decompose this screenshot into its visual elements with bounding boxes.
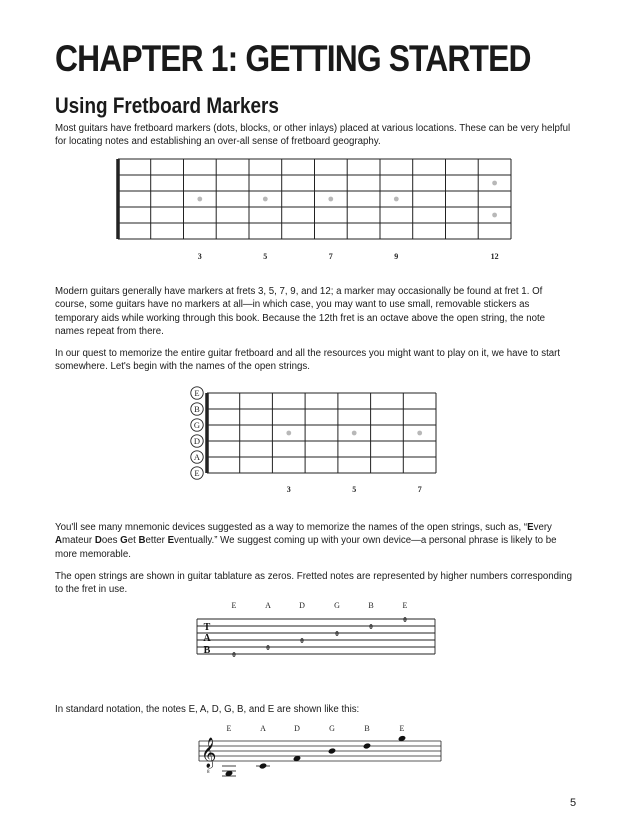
notation-note-name: E <box>399 724 405 733</box>
paragraph-markers-intro: Most guitars have fretboard markers (dots, blocks, or other inlays) placed at various locations. These can be very helpful for locating notes and establishing an over-all sense of fretboard geography. <box>55 123 571 148</box>
mnemonic-word: oes <box>101 535 121 547</box>
open-string-name: D <box>193 436 201 446</box>
note-head <box>328 747 336 754</box>
fret-marker-dot <box>492 181 497 186</box>
tab-staff-lines <box>197 619 435 654</box>
tab-clef-letter: A <box>203 633 211 644</box>
open-string-name-circles <box>191 387 203 479</box>
open-string-name: E <box>194 468 200 478</box>
fret-number-label: 3 <box>286 485 291 494</box>
fret-marker-dot <box>286 431 291 436</box>
note-head <box>363 742 371 749</box>
fret-marker-dot <box>492 213 497 218</box>
fretboard-diagram-12-frets <box>112 158 516 266</box>
mnemonic-intro: You'll see many mnemonic devices suggested as a way to memorize the names of the open strings, such as, <box>55 522 522 533</box>
mnemonic-word: etter <box>145 535 168 547</box>
fretboard-grid <box>207 393 436 473</box>
octave-marker: 8 <box>207 770 210 775</box>
open-string-name: B <box>194 404 200 414</box>
tab-fret-number: 0 <box>300 637 304 645</box>
fret-number-label: 7 <box>417 485 422 494</box>
tab-clef-letter: B <box>203 645 211 656</box>
mnemonic-word: mateur <box>62 535 95 547</box>
tab-fret-number: 0 <box>266 644 270 652</box>
fret-number-label: 3 <box>197 252 202 261</box>
tab-fret-number: 0 <box>232 651 236 659</box>
paragraph-marker-frets: Modern guitars generally have markers at frets 3, 5, 7, 9, and 12; a marker may occasionally be found at fret 1. Of course, some guitars have no markers at all—in which case, you may want to use small, removable stickers as temporary aids while working through this book. Because the 12th fret is an octave above the open string, the note names repeat from there. <box>55 286 546 338</box>
paragraph-open-strings-intro: In our quest to memorize the entire guitar fretboard and all the resources you might want to play on it, we have to start somewhere. Let's begin with the names of the open strings. <box>55 348 561 373</box>
fret-marker-dot <box>417 431 422 436</box>
open-string-name: E <box>194 388 200 398</box>
tab-note-name: G <box>334 601 340 610</box>
treble-clef-icon: 𝄞 <box>201 738 217 767</box>
notation-note-name: A <box>260 724 266 733</box>
notation-note-name: E <box>226 724 232 733</box>
note-head <box>259 762 267 769</box>
mnemonic-initial: B <box>138 535 146 547</box>
open-string-name: A <box>193 452 201 462</box>
notation-note-name: B <box>364 724 370 733</box>
fret-number-label: 5 <box>263 252 268 261</box>
paragraph-standard-notation: In standard notation, the notes E, A, D, G, B, and E are shown like this: <box>55 704 360 715</box>
fretboard-grid <box>118 159 511 239</box>
fret-number-label: 12 <box>490 252 499 261</box>
mnemonic-word: ventually. <box>174 535 215 547</box>
fret-marker-dot <box>263 197 268 202</box>
fret-marker-dot <box>352 431 357 436</box>
mnemonic-initial: D <box>94 535 102 547</box>
tab-note-name: A <box>265 601 271 610</box>
mnemonic-outro: We suggest coming up with your own device—a personal phrase is likely to be more memorable. <box>55 535 557 560</box>
page-number: 5 <box>570 797 577 809</box>
mnemonic-initial: G <box>120 535 128 547</box>
fret-marker-dot <box>328 197 333 202</box>
tab-note-name: E <box>402 601 408 610</box>
fret-marker-dots <box>286 431 422 436</box>
mnemonic-initial: A <box>55 535 62 547</box>
tab-fret-number: 0 <box>403 616 407 624</box>
mnemonic-word: very <box>533 522 552 533</box>
paragraph-tablature: The open strings are shown in guitar tablature as zeros. Fretted notes are represented by higher numbers corresponding to the fret in use. <box>55 571 572 596</box>
fret-number-label: 9 <box>394 252 399 261</box>
tab-clef-letter: T <box>203 622 211 633</box>
fret-number-label: 7 <box>328 252 333 261</box>
open-string-name: G <box>193 420 201 430</box>
chapter-title: CHAPTER 1: GETTING STARTED <box>55 38 531 79</box>
open-strings-fretboard-diagram <box>186 385 442 498</box>
tab-note-name: E <box>231 601 237 610</box>
standard-notation-staff <box>195 720 450 780</box>
fret-marker-dot <box>197 197 202 202</box>
mnemonic-word: et <box>127 535 139 547</box>
fret-marker-dot <box>394 197 399 202</box>
notation-note-name: D <box>294 724 300 733</box>
fret-number-label: 5 <box>352 485 357 494</box>
tab-fret-number: 0 <box>335 630 339 638</box>
notation-staff-lines <box>199 741 441 761</box>
tablature-staff <box>195 598 445 666</box>
section-title: Using Fretboard Markers <box>55 93 279 118</box>
tab-fret-number: 0 <box>369 623 373 631</box>
tab-note-name: D <box>299 601 305 610</box>
mnemonic-initial: E <box>167 535 175 547</box>
mnemonic-initial: E <box>527 522 534 533</box>
notation-note-name: G <box>329 724 335 733</box>
paragraph-mnemonic: You'll see many mnemonic devices suggested as a way to memorize the names of the open strings, such as, “Every Amateur Does Get Better Eventually.” We suggest coming up with your own device—a personal phrase is likely to be more memorable. <box>55 522 557 560</box>
tab-note-name: B <box>368 601 374 610</box>
